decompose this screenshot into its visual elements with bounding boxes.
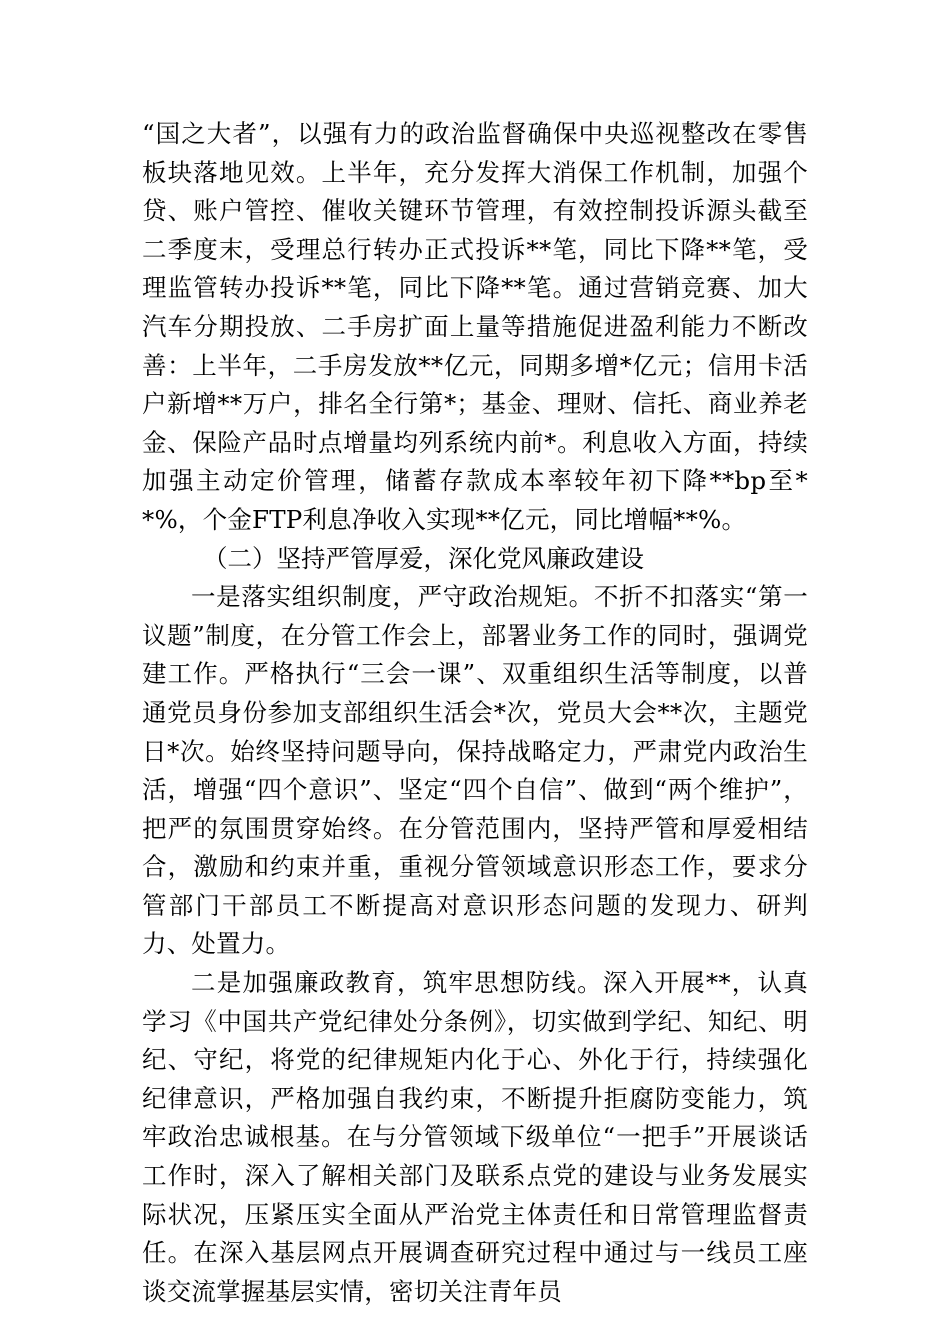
section-heading-2: （二）坚持严管厚爱，深化党风廉政建设 [203, 543, 644, 573]
paragraph-integrity-education: 二是加强廉政教育，筑牢思想防线。深入开展**，认真学习《中国共产党纪律处分条例》，切实做到学纪、知纪、明纪、守纪，将党的纪律规矩内化于心、外化于行，持续强化纪律意识，严格加强自我约束，不断提升拒腐防变能力，筑牢政治忠诚根基。在与分管领域下级单位“一把手”开展谈话工作时，深入了解相关部门及联系点党的建设与业务发展实际状况，压紧压实全面从严治党主体责任和日常管理监督责任。在深入基层网点开展调查研究过程中通过与一线员工座谈交流掌握基层实情，密切关注青年员 [142, 968, 808, 1306]
paragraph-organization-system: 一是落实组织制度，严守政治规矩。不折不扣落实“第一议题”制度，在分管工作会上，部署业务工作的同时，强调党建工作。严格执行“三会一课”、双重组织生活等制度，以普通党员身份参加支部组织生活会*次，党员大会**次，主题党日*次。始终坚持问题导向，保持战略定力，严肃党内政治生活，增强“四个意识”、坚定“四个自信”、做到“两个维护”，把严的氛围贯穿始终。在分管范围内，坚持严管和厚爱相结合，激励和约束并重，重视分管领域意识形态工作，要求分管部门干部员工不断提高对意识形态问题的发现力、研判力、处置力。 [142, 582, 808, 959]
paragraph-consumer-protection: “国之大者”，以强有力的政治监督确保中央巡视整改在零售板块落地见效。上半年，充分发挥大消保工作机制，加强个贷、账户管控、催收关键环节管理，有效控制投诉源头截至二季度末，受理总行转办正式投诉**笔，同比下降**笔，受理监管转办投诉**笔，同比下降**笔。通过营销竞赛、加大汽车分期投放、二手房扩面上量等措施促进盈利能力不断改善：上半年，二手房发放**亿元，同期多增*亿元；信用卡活户新增**万户，排名全行第*；基金、理财、信托、商业养老金、保险产品时点增量均列系统内前*。利息收入方面，持续加强主动定价管理，储蓄存款成本率较年初下降**bp至**%，个金FTP利息净收入实现**亿元，同比增幅**%。 [142, 119, 808, 534]
document-page [142, 115, 808, 1311]
